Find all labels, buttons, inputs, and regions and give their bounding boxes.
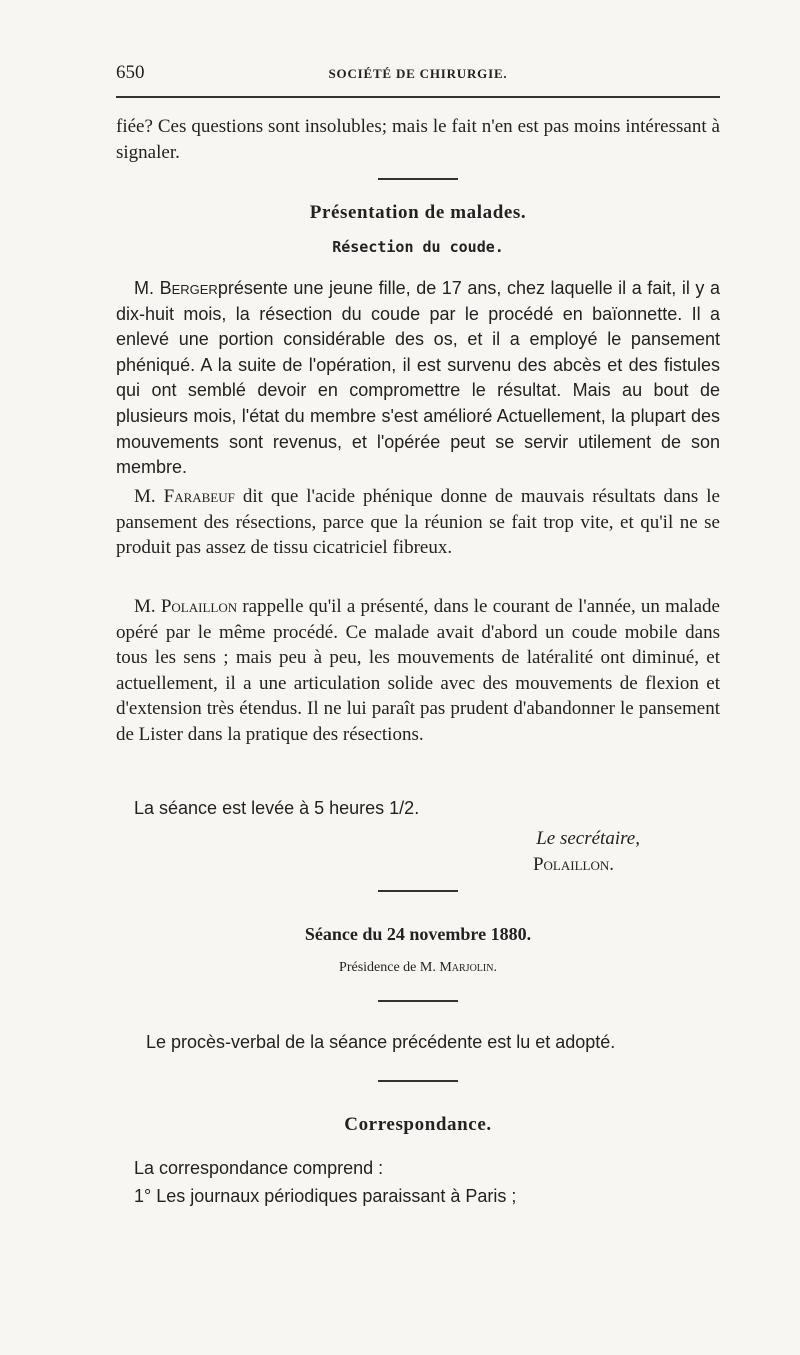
presidence-prefix: Présidence de M. [339, 960, 440, 975]
section-divider [378, 890, 458, 892]
signature-role: Le secrétaire, [536, 828, 640, 849]
paragraph-farabeuf [116, 484, 720, 561]
section-divider [378, 1000, 458, 1002]
section-subtitle-resection: Résection du coude. [332, 238, 504, 256]
running-head [116, 62, 720, 86]
intro-paragraph: fiée? Ces questions sont insolubles; mais le fait n'en est pas moins intéressant à signaler. [116, 116, 720, 163]
proces-verbal-line: Le procès-verbal de la séance précédente est lu et adopté. [146, 1032, 616, 1052]
speaker-prefix: M. [134, 486, 164, 507]
header-rule [116, 96, 720, 98]
signature-name: Polaillon. [532, 854, 614, 875]
president-name: Marjolin. [439, 960, 497, 975]
section-title-correspondance: Correspondance. [344, 1114, 492, 1135]
closing-line: La séance est levée à 5 heures 1/2. [134, 798, 420, 818]
paragraph-text: présente une jeune fille, de 17 ans, chez laquelle il a fait, il y a dix-huit mois, la résection du coude par le procédé en baïonnette. Il a enlevé une portion considérable des os, et il a employé le pansement phéniqué. A la suite de l'opération, il est survenu des abcès et des fistules qui ont semblé devoir en compromettre le résultat. Mais au bout de plusieurs mois, l'état du membre s'est amélioré Actuellement, la plupart des mouvements sont revenus, et l'opérée peut se servir utilement de son membre. [116, 278, 720, 478]
section-title-presentation: Présentation de malades. [309, 202, 527, 223]
speaker-name-berger: Berger [159, 278, 218, 298]
speaker-prefix: M. [134, 596, 161, 617]
paragraph-text: rappelle qu'il a présenté, dans le courant de l'année, un malade opéré par le même procédé. Ce malade avait d'abord un coude mobile dans tous les sens ; mais peu à peu, les mouvements de latéralité ont diminué, et actuellement, il a une articulation solide avec des mouvements de flexion et d'extension très étendus. Il ne lui paraît pas prudent d'abandonner le pansement de Lister dans la pratique des résections. [116, 596, 720, 745]
paragraph-polaillon [116, 594, 720, 748]
seance-title: Séance du 24 novembre 1880. [304, 924, 532, 944]
correspondance-line-2: 1° Les journaux périodiques paraissant à Paris ; [134, 1186, 517, 1206]
correspondance-line-1: La correspondance comprend : [134, 1158, 384, 1178]
speaker-prefix: M. [134, 278, 160, 298]
running-head-title: SOCIÉTÉ DE CHIRURGIE. [328, 66, 508, 81]
paragraph-text: dit que l'acide phénique donne de mauvais résultats dans le pansement des résections, parce que la réunion se fait trop vite, et qu'il ne se produit pas assez de tissu cicatriciel fibreux. [116, 486, 720, 559]
section-divider [378, 178, 458, 180]
speaker-name-farabeuf: Farabeuf [163, 486, 235, 507]
section-divider [378, 1080, 458, 1082]
speaker-name-polaillon: Polaillon [160, 596, 238, 617]
paragraph-berger [116, 276, 720, 481]
page-number: 650 [116, 62, 145, 83]
presidence-line [116, 960, 720, 976]
